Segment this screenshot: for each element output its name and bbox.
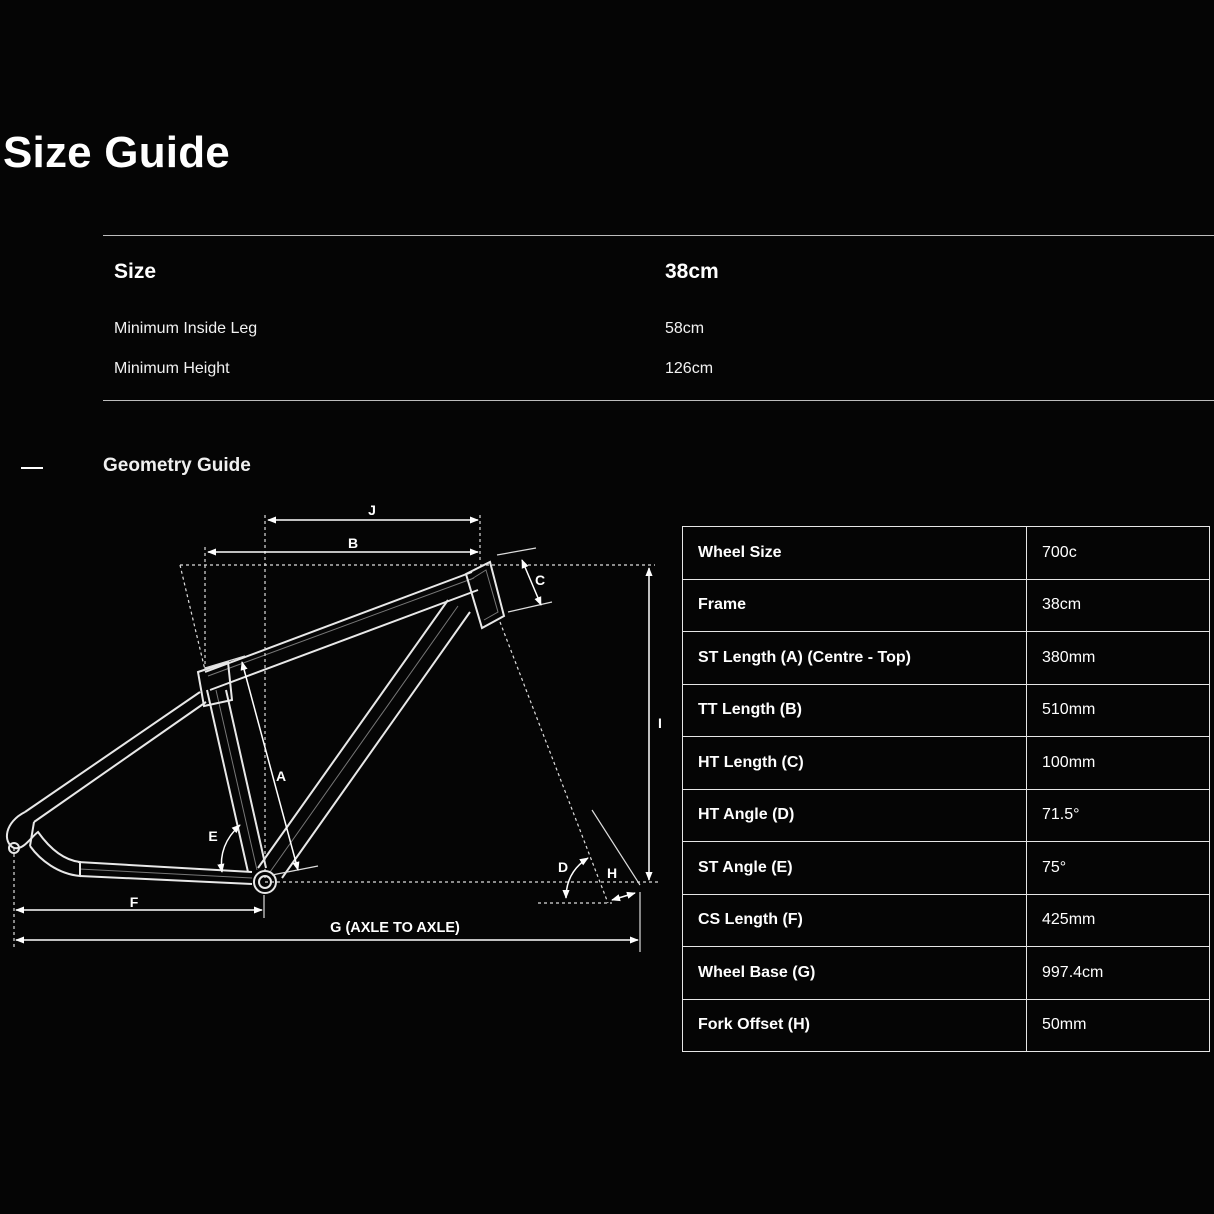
table-row xyxy=(683,579,1210,632)
size-header-label: Size xyxy=(114,260,157,283)
geometry-label: HT Angle (D) xyxy=(683,789,1027,842)
geometry-value: 997.4cm xyxy=(1027,947,1210,1000)
size-row-label: Minimum Height xyxy=(114,360,230,377)
geometry-value: 75° xyxy=(1027,842,1210,895)
geometry-value: 38cm xyxy=(1027,579,1210,632)
size-row-label: Minimum Inside Leg xyxy=(114,320,258,337)
geometry-label: ST Length (A) (Centre - Top) xyxy=(683,632,1027,685)
geometry-label: Frame xyxy=(683,579,1027,632)
table-row xyxy=(683,947,1210,1000)
geometry-value: 700c xyxy=(1027,527,1210,580)
diagram-label-a: A xyxy=(275,768,287,784)
geometry-value: 100mm xyxy=(1027,737,1210,790)
page-title: Size Guide xyxy=(3,128,230,177)
diagram-label-f: F xyxy=(129,894,139,910)
geometry-table xyxy=(682,526,1210,1052)
geometry-value: 425mm xyxy=(1027,894,1210,947)
diagram-label-i: I xyxy=(658,715,662,731)
geometry-value: 380mm xyxy=(1027,632,1210,685)
bike-geometry-diagram xyxy=(0,490,670,960)
geometry-value: 71.5° xyxy=(1027,789,1210,842)
size-row-value: 126cm xyxy=(665,360,714,377)
geometry-label: Wheel Size xyxy=(683,527,1027,580)
geometry-label: Fork Offset (H) xyxy=(683,999,1027,1052)
size-row-value: 58cm xyxy=(665,320,705,337)
table-row xyxy=(683,527,1210,580)
table-row xyxy=(683,737,1210,790)
geometry-guide-title[interactable]: Geometry Guide xyxy=(103,455,251,476)
size-table-top-rule xyxy=(103,235,1214,236)
geometry-value: 50mm xyxy=(1027,999,1210,1052)
diagram-label-j: J xyxy=(368,502,376,518)
table-row xyxy=(683,632,1210,685)
size-header-value: 38cm xyxy=(665,260,719,283)
collapse-toggle-icon[interactable] xyxy=(21,467,43,469)
diagram-label-e: E xyxy=(208,828,218,844)
diagram-label-c: C xyxy=(534,572,546,588)
geometry-label: TT Length (B) xyxy=(683,684,1027,737)
table-row xyxy=(683,684,1210,737)
geometry-value: 510mm xyxy=(1027,684,1210,737)
diagram-label-g: G (AXLE TO AXLE) xyxy=(330,920,460,936)
diagram-label-d: D xyxy=(557,859,569,875)
size-table-bottom-rule xyxy=(103,400,1214,401)
table-row xyxy=(683,894,1210,947)
geometry-label: CS Length (F) xyxy=(683,894,1027,947)
bike-frame xyxy=(7,562,504,893)
geometry-label: Wheel Base (G) xyxy=(683,947,1027,1000)
diagram-label-b: B xyxy=(347,535,359,551)
diagram-label-h: H xyxy=(606,865,618,881)
geometry-label: HT Length (C) xyxy=(683,737,1027,790)
table-row xyxy=(683,999,1210,1052)
table-row xyxy=(683,842,1210,895)
table-row xyxy=(683,789,1210,842)
geometry-label: ST Angle (E) xyxy=(683,842,1027,895)
